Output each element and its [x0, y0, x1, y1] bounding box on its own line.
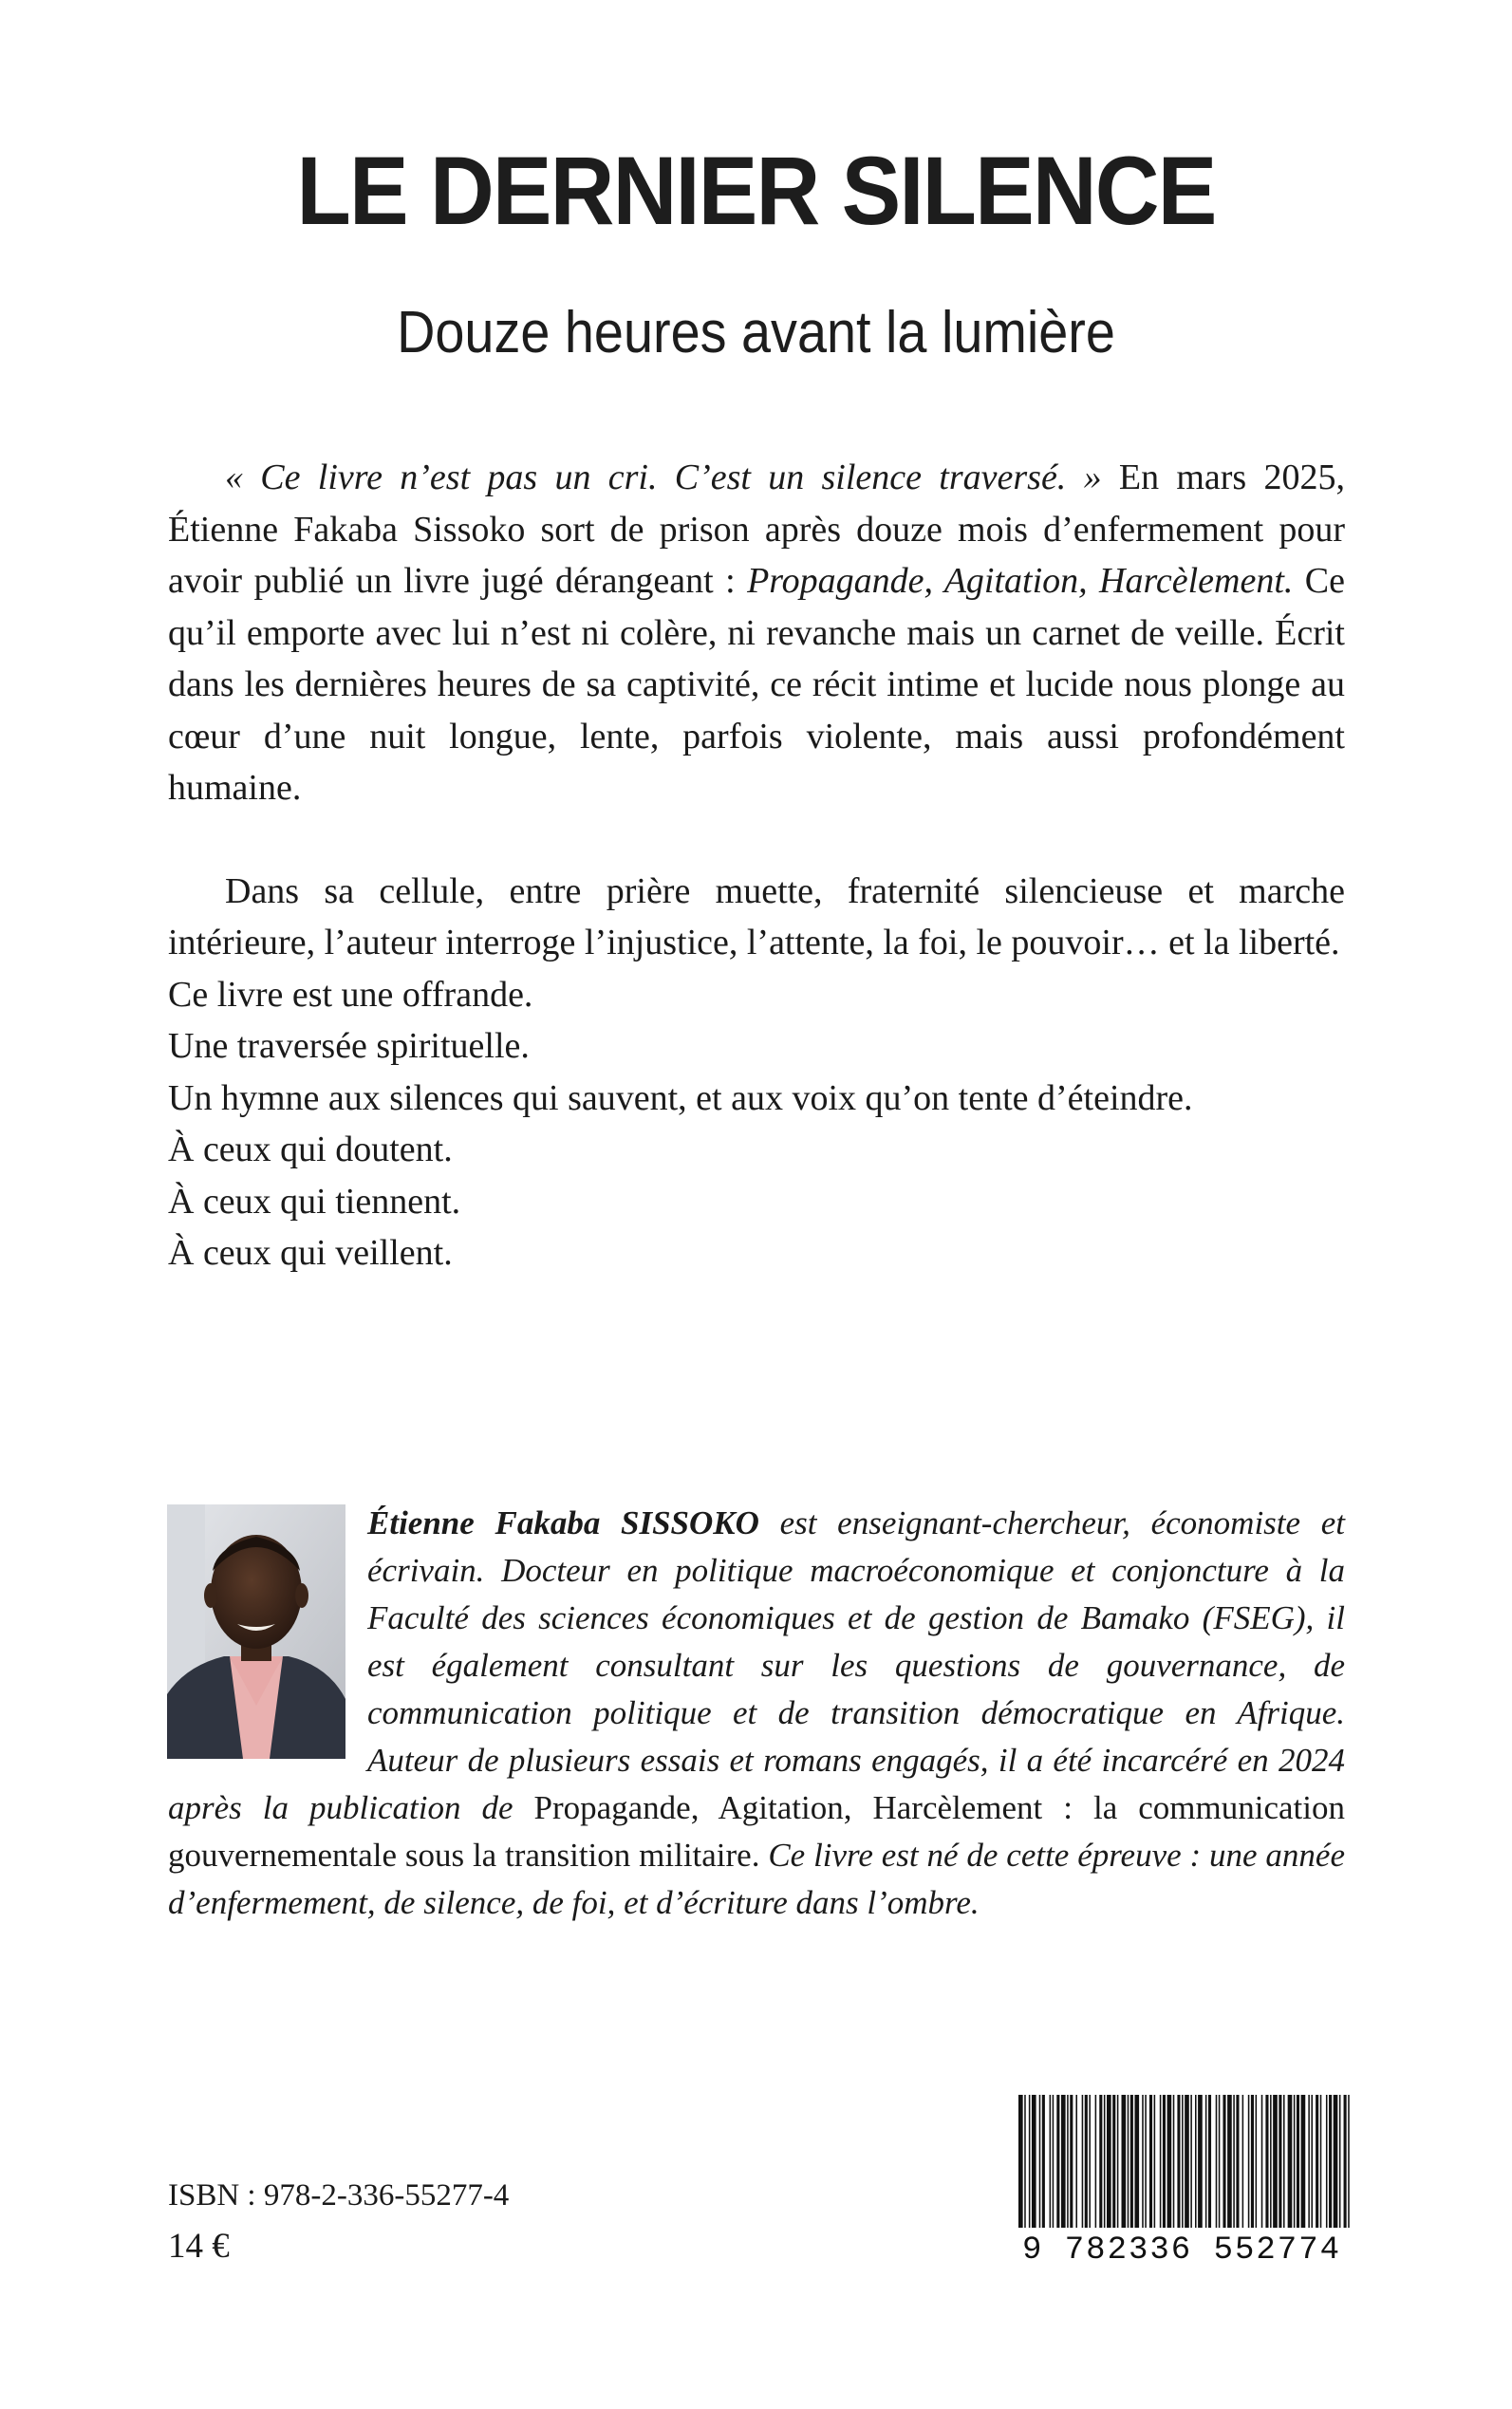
barcode-bar — [1024, 2095, 1026, 2228]
barcode-bar — [1205, 2095, 1207, 2228]
summary-paragraph-1: « Ce livre n’est pas un cri. C’est un silence traversé. » En mars 2025, Étienne Fakaba Sissoko sort de prison après douze mois d’enfermement pour avoir publié un livre jugé dérangeant : Propagande, Agitation, Harcèlement. Ce qu’il emporte avec lui n’est ni colère, ni revanche mais un carnet de veille. Écrit dans les dernières heures de sa captivité, ce récit intime et lucide nous plonge au cœur d’une nuit longue, lente, parfois violente, mais aussi profondément humaine. — [168, 458, 1346, 808]
summary-line-6: À ceux qui veillent. — [168, 1233, 453, 1273]
barcode-bar — [1308, 2095, 1310, 2228]
barcode-icon — [1017, 2095, 1351, 2228]
author-bio: Étienne Fakaba SISSOKO est enseignant-chercheur, économiste et écrivain. Docteur en politique macroéconomique et conjoncture à la Faculté des sciences économiques et de gestion de Bamako (FSEG), il est également consultant sur les questions de gouvernance, de communication politique et de transition démocratique en Afrique. Auteur de plusieurs essais et romans engagés, il a été incarcéré en 2024 après la publication de Propagande, Agitation, Harcèlement : la communication gouvernementale sous la transition militaire. Ce livre est né de cette épreuve : une année d’enfermement, de silence, de foi, et d’écriture dans l’ombre. — [168, 1504, 1345, 1921]
barcode-bar — [1326, 2095, 1328, 2228]
author-book-reference: Propagande, Agitation, Harcèlement : la communication gouvernementale sous la transition militaire. — [168, 1789, 1345, 1874]
barcode-bar — [1236, 2095, 1239, 2228]
author-photo — [167, 1504, 345, 1759]
barcode-bar — [1348, 2095, 1350, 2228]
barcode-bar — [1273, 2095, 1278, 2228]
barcode-bar — [1316, 2095, 1318, 2228]
barcode-bar — [1089, 2095, 1091, 2228]
barcode-bar — [1130, 2095, 1133, 2228]
barcode-bar — [1294, 2095, 1296, 2228]
barcode-bar — [1163, 2095, 1166, 2228]
barcode-bar — [1248, 2095, 1250, 2228]
barcode-bar — [1039, 2095, 1041, 2228]
barcode-bar — [1216, 2095, 1218, 2228]
summary-line-4: À ceux qui doutent. — [168, 1130, 453, 1169]
price: 14 € — [168, 2227, 230, 2266]
barcode-bar — [1112, 2095, 1115, 2228]
barcode-bar — [1198, 2095, 1203, 2228]
barcode-bar — [1145, 2095, 1147, 2228]
barcode-bar — [1208, 2095, 1211, 2228]
barcode-bar — [1177, 2095, 1180, 2228]
barcode-bar — [1160, 2095, 1162, 2228]
isbn: ISBN : 978-2-336-55277-4 — [168, 2178, 510, 2213]
barcode-bar — [1067, 2095, 1069, 2228]
barcode-bar — [1233, 2095, 1235, 2228]
barcode-bar — [1029, 2095, 1031, 2228]
summary-line-1: Ce livre est une offrande. — [168, 974, 533, 1015]
barcode-bar — [1261, 2095, 1263, 2228]
barcode-bar — [1270, 2095, 1272, 2228]
summary-line-2: Une traversée spirituelle. — [168, 1026, 530, 1066]
barcode-bar — [1099, 2095, 1102, 2228]
author-portrait-image — [167, 1504, 345, 1759]
barcode-bar — [1085, 2095, 1088, 2228]
barcode-bar — [1301, 2095, 1306, 2228]
barcode-digits: 9 782336 552774 — [1021, 2232, 1342, 2269]
barcode-bar — [1311, 2095, 1313, 2228]
barcode-bar — [1320, 2095, 1322, 2228]
barcode-bar — [1288, 2095, 1293, 2228]
author-name: Étienne Fakaba SISSOKO — [367, 1504, 759, 1541]
barcode-bar — [1283, 2095, 1285, 2228]
barcode-bar — [1279, 2095, 1281, 2228]
barcode-bar — [1195, 2095, 1197, 2228]
summary-line-5: À ceux qui tiennent. — [168, 1181, 461, 1222]
summary-line-3: Un hymne aux silences qui sauvent, et aux voix qu’on tente d’éteindre. — [168, 1077, 1193, 1118]
barcode-bar — [1122, 2095, 1127, 2228]
summary-paragraph-2: Dans sa cellule, entre prière muette, fraternité silencieuse et marche intérieure, l’auteur interroge l’injustice, l’attente, la foi, le pouvoir… et la liberté. — [168, 870, 1345, 962]
barcode-bar — [1329, 2095, 1332, 2228]
barcode-bar — [1190, 2095, 1192, 2228]
barcode-bar — [1182, 2095, 1184, 2228]
barcode-bar — [1070, 2095, 1073, 2228]
barcode-bar — [1117, 2095, 1119, 2228]
barcode-bar — [1256, 2095, 1258, 2228]
barcode-bar — [1334, 2095, 1338, 2228]
book-subtitle: Douze heures avant la lumière — [397, 300, 1115, 365]
barcode-bar — [1095, 2095, 1097, 2228]
barcode-bar — [1042, 2095, 1045, 2228]
barcode-bar — [1053, 2095, 1055, 2228]
barcode-bar — [1227, 2095, 1232, 2228]
barcode-bar — [1242, 2095, 1244, 2228]
barcode-bar — [1075, 2095, 1077, 2228]
opening-quote: « Ce livre n’est pas un cri. C’est un silence traversé. » — [225, 458, 1102, 497]
barcode-bar — [1134, 2095, 1139, 2228]
barcode-bar — [1032, 2095, 1036, 2228]
barcode-bar — [1344, 2095, 1347, 2228]
barcode-bar — [1251, 2095, 1254, 2228]
barcode-bar — [1107, 2095, 1111, 2228]
barcode-bar — [1173, 2095, 1175, 2228]
barcode-bar — [1297, 2095, 1299, 2228]
barcode-bar — [1061, 2095, 1066, 2228]
barcode-bar — [1056, 2095, 1059, 2228]
barcode-bar — [1082, 2095, 1084, 2228]
barcode-bar — [1050, 2095, 1052, 2228]
barcode-bar — [1154, 2095, 1156, 2228]
barcode-bar — [1265, 2095, 1268, 2228]
barcode-bar — [1223, 2095, 1225, 2228]
barcode-bar — [1219, 2095, 1221, 2228]
summary-text — [168, 452, 1345, 1279]
barcode-bar — [1128, 2095, 1129, 2228]
book-reference: Propagande, Agitation, Harcèlement. — [747, 561, 1294, 601]
barcode-bar — [1104, 2095, 1106, 2228]
barcode-bar — [1339, 2095, 1341, 2228]
barcode-bar — [1167, 2095, 1172, 2228]
barcode-bar — [1149, 2095, 1152, 2228]
book-title: LE DERNIER SILENCE — [296, 137, 1216, 245]
barcode-bar — [1185, 2095, 1189, 2228]
barcode-bar — [1142, 2095, 1144, 2228]
barcode-bar — [1018, 2095, 1023, 2228]
